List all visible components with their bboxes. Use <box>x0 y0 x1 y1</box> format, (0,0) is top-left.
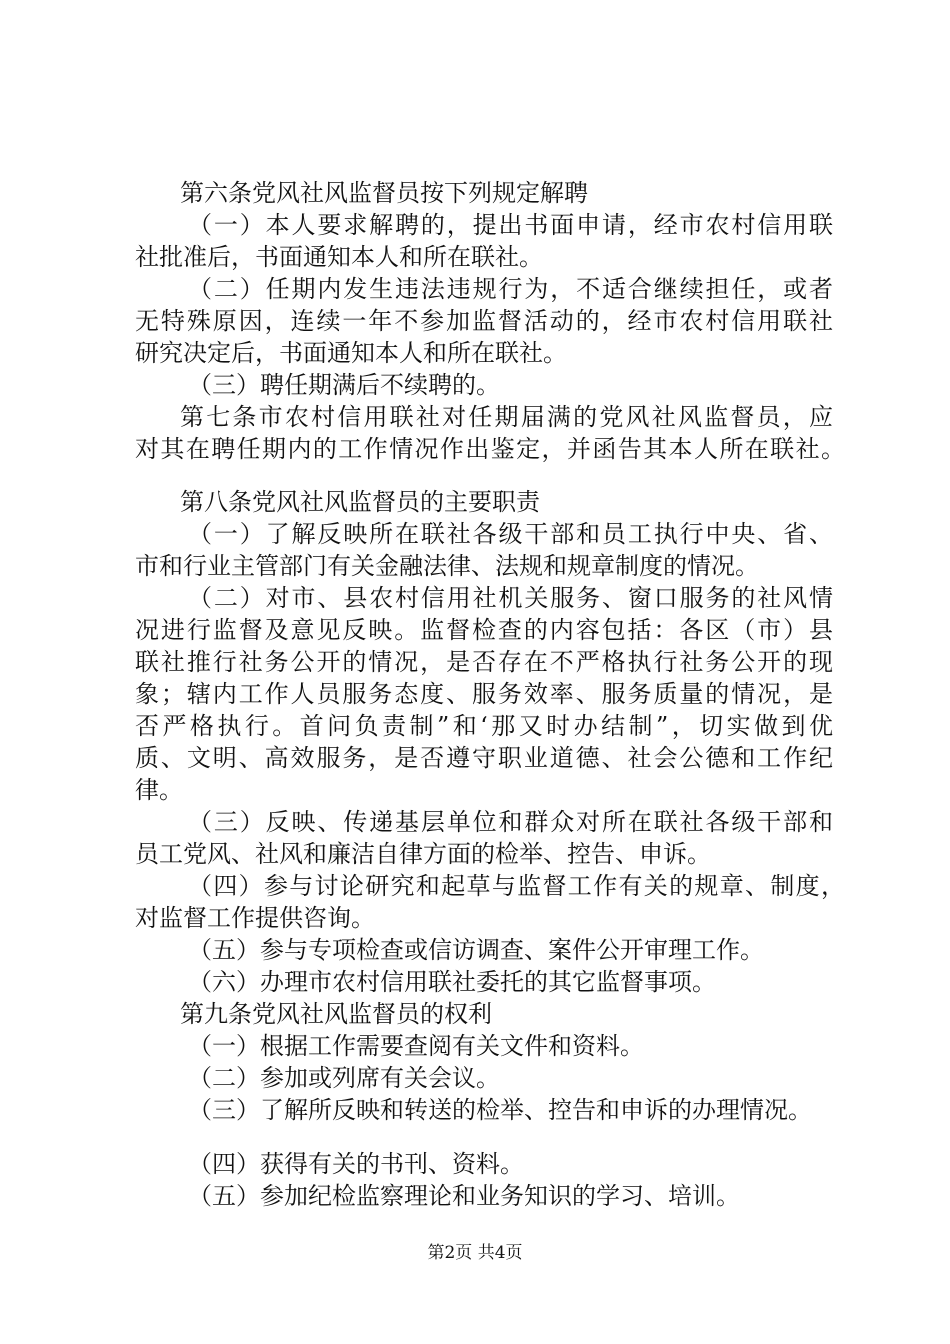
paragraph-line: （三）了解所反映和转送的检举、控告和申诉的办理情况。 <box>188 1096 812 1124</box>
paragraph-line: 律。 <box>135 776 183 804</box>
article-6-heading: 第六条党风社风监督员按下列规定解聘 <box>180 179 588 207</box>
paragraph-line: 研究决定后，书面通知本人和所在联社。 <box>135 339 567 367</box>
paragraph-line: （五）参与专项检查或信访调查、案件公开审理工作。 <box>188 936 764 964</box>
paragraph-line: （三）反映、传递基层单位和群众对所在联社各级干部和 <box>188 808 833 836</box>
article-8-heading: 第八条党风社风监督员的主要职责 <box>180 488 540 516</box>
paragraph-line: 市和行业主管部门有关金融法律、法规和规章制度的情况。 <box>135 552 759 580</box>
paragraph-line: 对其在聘任期内的工作情况作出鉴定，并函告其本人所在联社。 <box>135 435 845 463</box>
article-9-heading: 第九条党风社风监督员的权利 <box>180 1000 492 1028</box>
paragraph-line: 对监督工作提供咨询。 <box>135 904 375 932</box>
paragraph-line: （四）参与讨论研究和起草与监督工作有关的规章、制度， <box>188 872 845 900</box>
paragraph-line: （四）获得有关的书刊、资料。 <box>188 1150 524 1178</box>
paragraph-line: （三）聘任期满后不续聘的。 <box>188 371 500 399</box>
paragraph-line: 否严格执行。首问负责制”和‘那又时办结制”，切实做到优 <box>135 712 833 740</box>
paragraph-line: （一）本人要求解聘的，提出书面申请，经市农村信用联 <box>188 211 833 239</box>
paragraph-line: （二）对市、县农村信用社机关服务、窗口服务的社风情 <box>188 584 833 612</box>
paragraph-line: （六）办理市农村信用联社委托的其它监督事项。 <box>188 968 716 996</box>
paragraph-line: 无特殊原因，连续一年不参加监督活动的，经市农村信用联社 <box>135 307 833 335</box>
paragraph-line: （一）根据工作需要查阅有关文件和资料。 <box>188 1032 644 1060</box>
paragraph-line: 质、文明、高效服务，是否遵守职业道德、社会公德和工作纪 <box>135 744 833 772</box>
paragraph-line: 员工党风、社风和廉洁自律方面的检举、控告、申诉。 <box>135 840 711 868</box>
paragraph-line: （一）了解反映所在联社各级干部和员工执行中央、省、 <box>188 520 833 548</box>
page-footer: 第2页 共4页 <box>427 1243 523 1263</box>
paragraph-line: 况进行监督及意见反映。监督检查的内容包括：各区（市）县 <box>135 616 833 644</box>
paragraph-line: 社批准后，书面通知本人和所在联社。 <box>135 243 543 271</box>
paragraph-line: （五）参加纪检监察理论和业务知识的学习、培训。 <box>188 1182 740 1210</box>
paragraph-line: 联社推行社务公开的情况，是否存在不严格执行社务公开的现 <box>135 648 833 676</box>
paragraph-line: （二）参加或列席有关会议。 <box>188 1064 500 1092</box>
article-7-line: 第七条市农村信用联社对任期届满的党风社风监督员，应 <box>180 403 833 431</box>
paragraph-line: 象；辖内工作人员服务态度、服务效率、服务质量的情况，是 <box>135 680 833 708</box>
paragraph-line: （二）任期内发生违法违规行为，不适合继续担任，或者 <box>188 275 833 303</box>
